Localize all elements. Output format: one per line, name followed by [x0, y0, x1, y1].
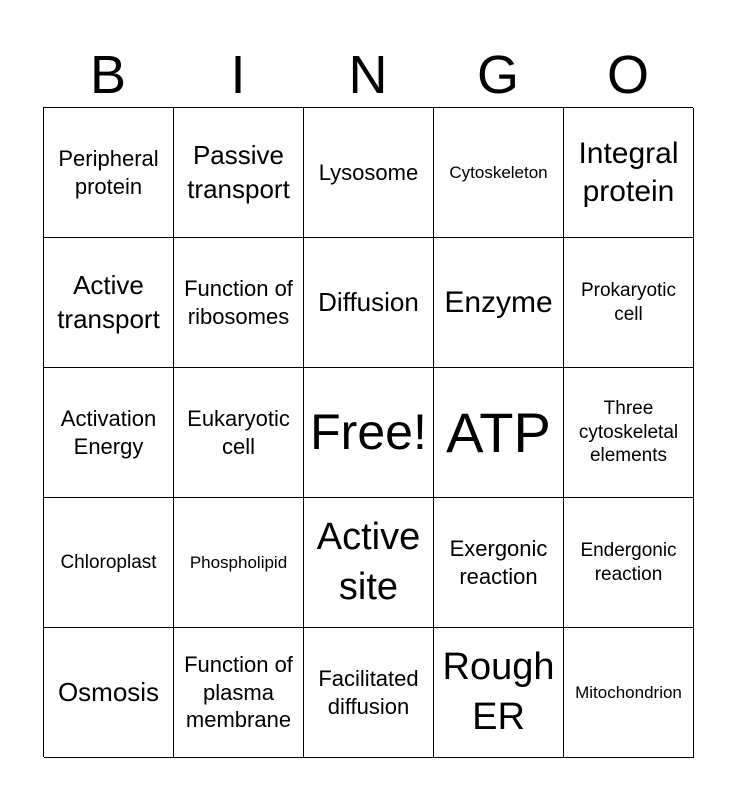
bingo-cell[interactable]: Endergonic reaction — [564, 498, 694, 628]
header-letter-i: I — [230, 45, 246, 105]
bingo-cell[interactable]: Diffusion — [304, 238, 434, 368]
header-letter-b: B — [89, 45, 127, 105]
bingo-cell[interactable]: Rough ER — [434, 628, 564, 758]
bingo-cell[interactable]: Prokaryotic cell — [564, 238, 694, 368]
bingo-cell[interactable]: Mitochondrion — [564, 628, 694, 758]
header-letter-o: O — [606, 45, 649, 105]
bingo-cell[interactable]: Three cytoskeletal elements — [564, 368, 694, 498]
bingo-cell[interactable]: Active site — [304, 498, 434, 628]
bingo-cell[interactable]: Function of ribosomes — [174, 238, 304, 368]
bingo-cell[interactable]: Cytoskeleton — [434, 108, 564, 238]
bingo-header — [43, 44, 693, 106]
free-space-cell[interactable]: Free! — [304, 368, 434, 498]
bingo-cell[interactable]: Chloroplast — [44, 498, 174, 628]
bingo-cell[interactable]: Eukaryotic cell — [174, 368, 304, 498]
bingo-cell[interactable]: Enzyme — [434, 238, 564, 368]
bingo-cell[interactable]: ATP — [434, 368, 564, 498]
bingo-cell[interactable]: Exergonic reaction — [434, 498, 564, 628]
bingo-cell[interactable]: Lysosome — [304, 108, 434, 238]
bingo-cell[interactable]: Passive transport — [174, 108, 304, 238]
bingo-cell[interactable]: Phospholipid — [174, 498, 304, 628]
header-letter-n: N — [348, 45, 388, 105]
bingo-cell[interactable]: Function of plasma membrane — [174, 628, 304, 758]
bingo-cell[interactable]: Peripheral protein — [44, 108, 174, 238]
bingo-cell[interactable]: Facilitated diffusion — [304, 628, 434, 758]
bingo-cell[interactable]: Activation Energy — [44, 368, 174, 498]
header-letter-g: G — [476, 45, 519, 105]
bingo-cell[interactable]: Osmosis — [44, 628, 174, 758]
bingo-cell[interactable]: Active transport — [44, 238, 174, 368]
bingo-board — [43, 107, 693, 757]
bingo-cell[interactable]: Integral protein — [564, 108, 694, 238]
